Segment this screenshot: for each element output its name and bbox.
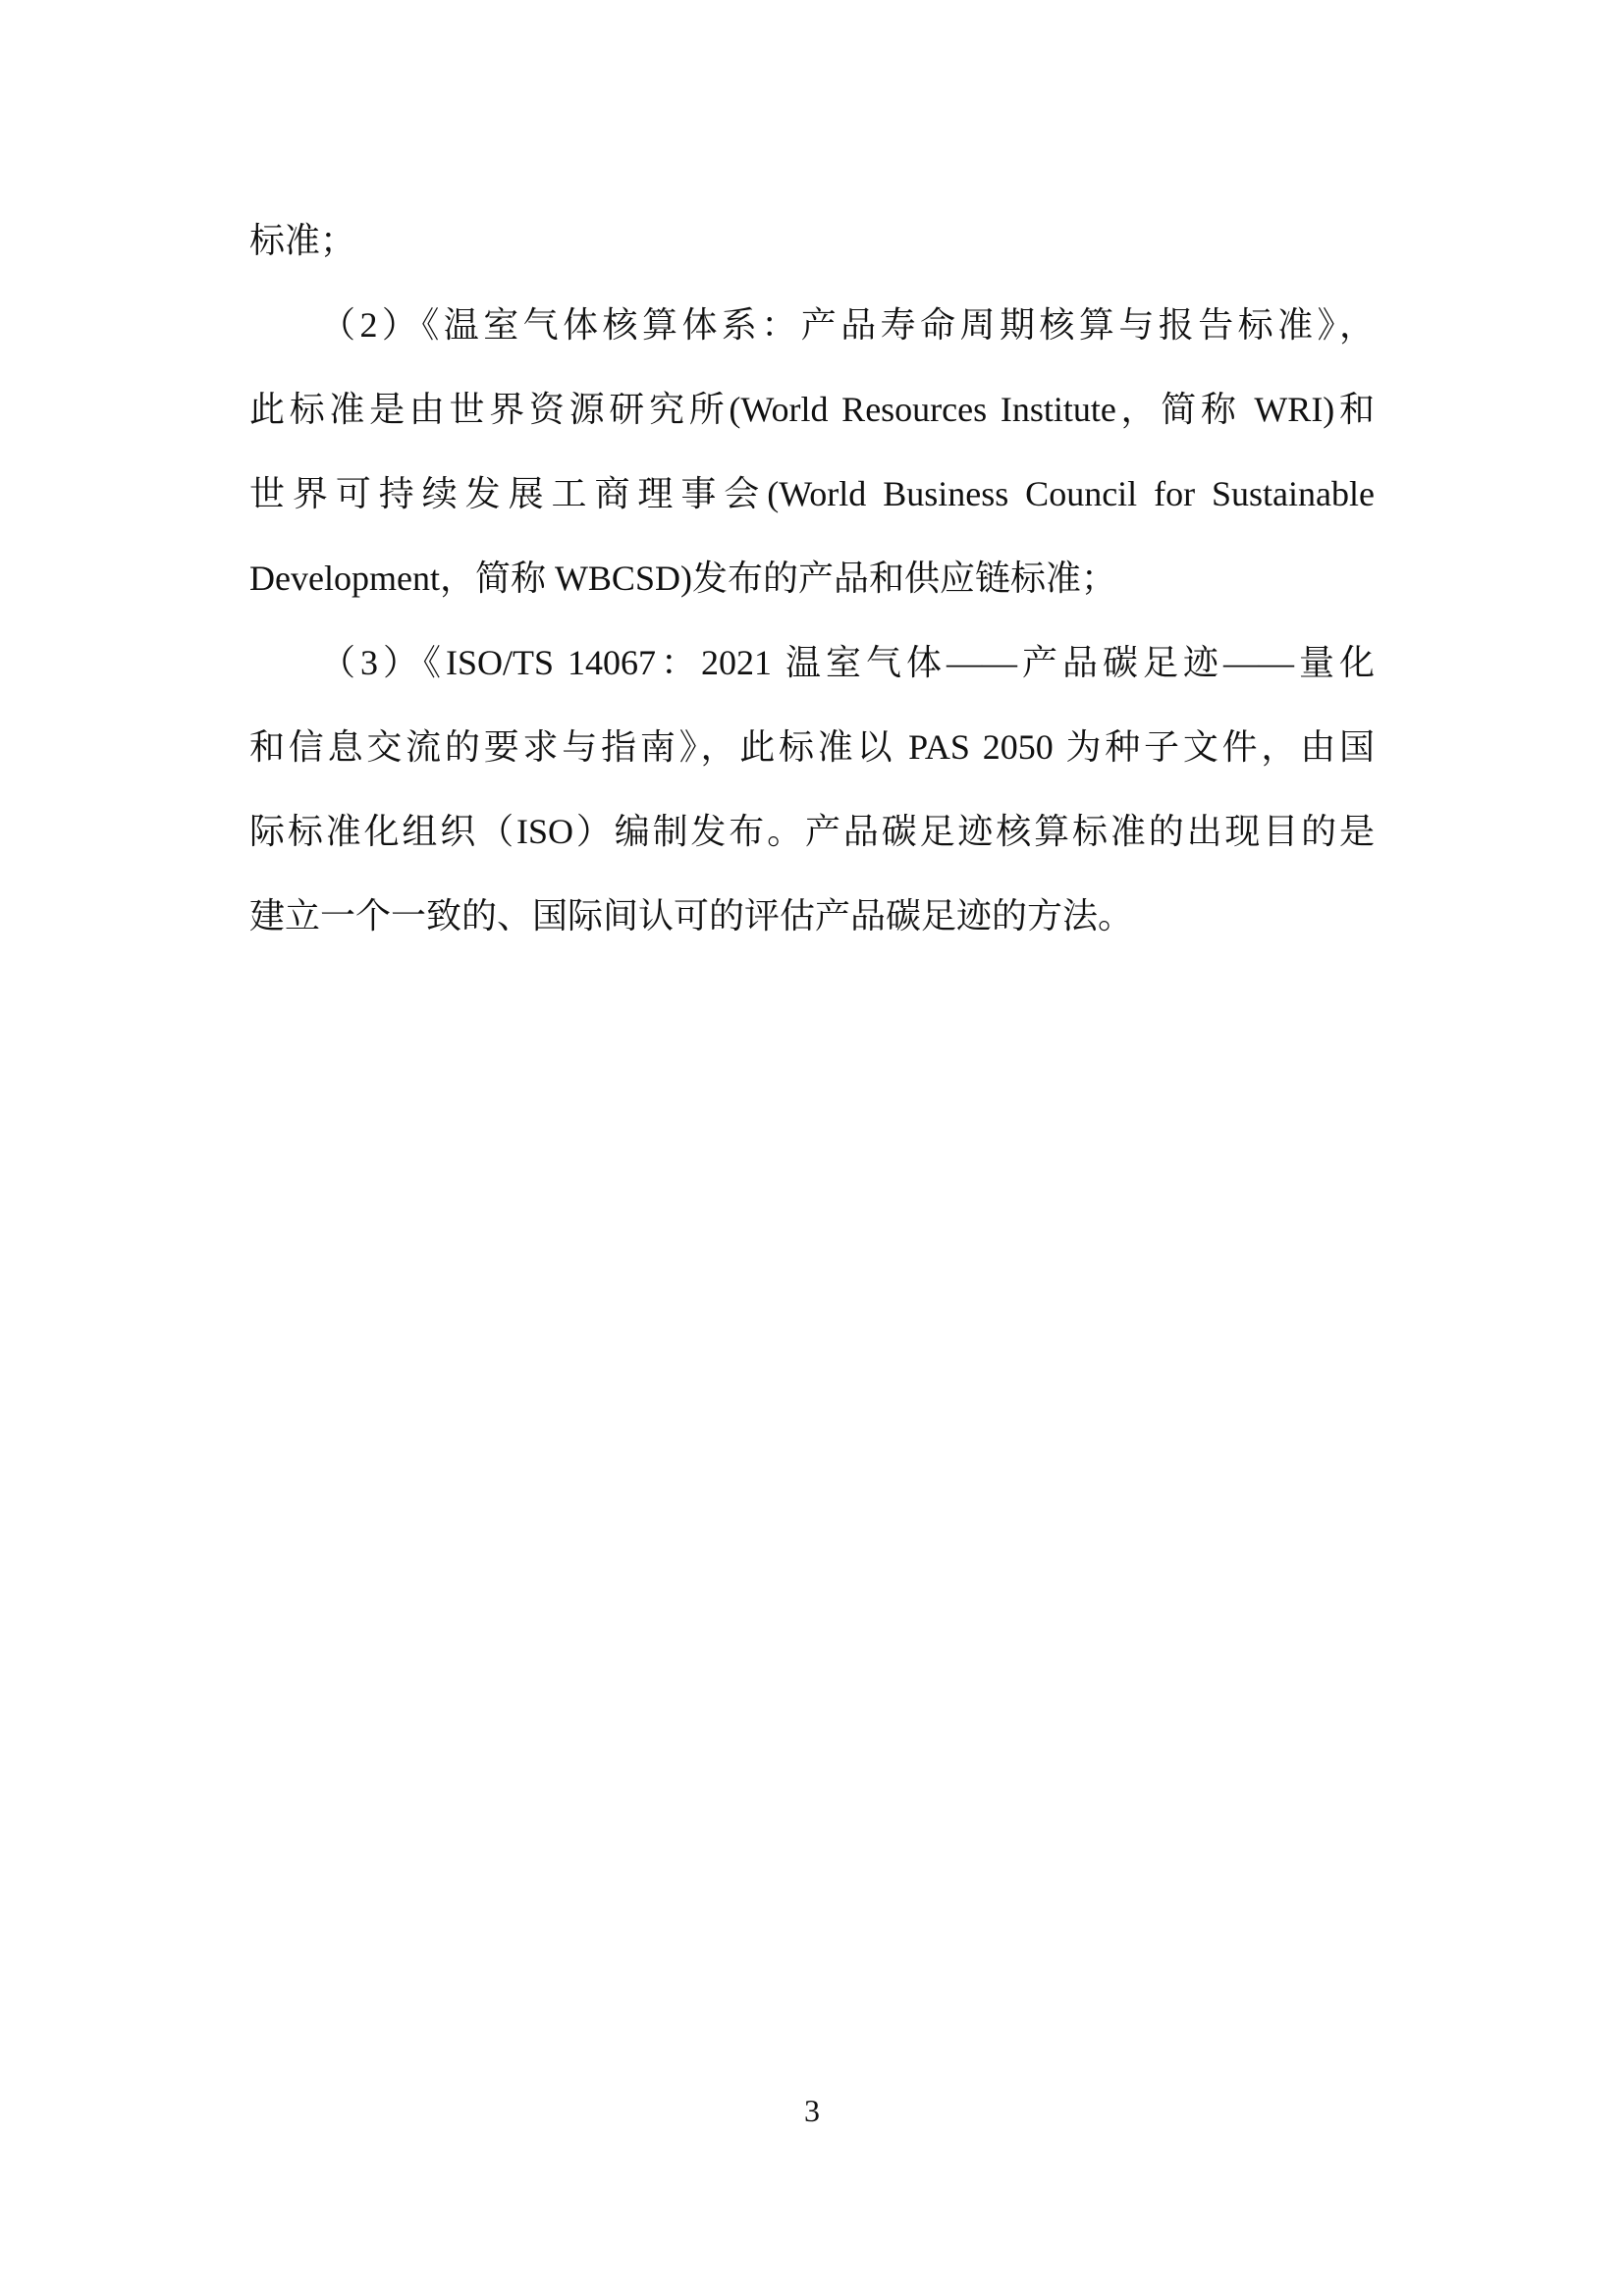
document-line: 建立一个一致的、国际间认可的评估产品碳足迹的方法。 [249,896,1134,935]
document-line: 和信息交流的要求与指南》，此标准以 PAS 2050 为种子文件，由国 [249,727,1375,767]
document-line: （3）《ISO/TS 14067：2021 温室气体——产品碳足迹——量化 [320,643,1375,682]
document-line: （2）《温室气体核算体系：产品寿命周期核算与报告标准》， [320,305,1375,345]
document-line: 世界可持续发展工商理事会(World Business Council for Sustainable [249,474,1375,513]
document-line: 际标准化组织（ISO）编制发布。产品碳足迹核算标准的出现目的是 [249,812,1375,851]
document-line: 标准； [249,221,356,260]
document-line: Development，简称 WBCSD)发布的产品和供应链标准； [249,559,1116,598]
page-number: 3 [804,2093,820,2128]
document-body [249,198,1375,958]
document-line: 此标准是由世界资源研究所(World Resources Institute，简称 WRI)和 [249,390,1375,429]
